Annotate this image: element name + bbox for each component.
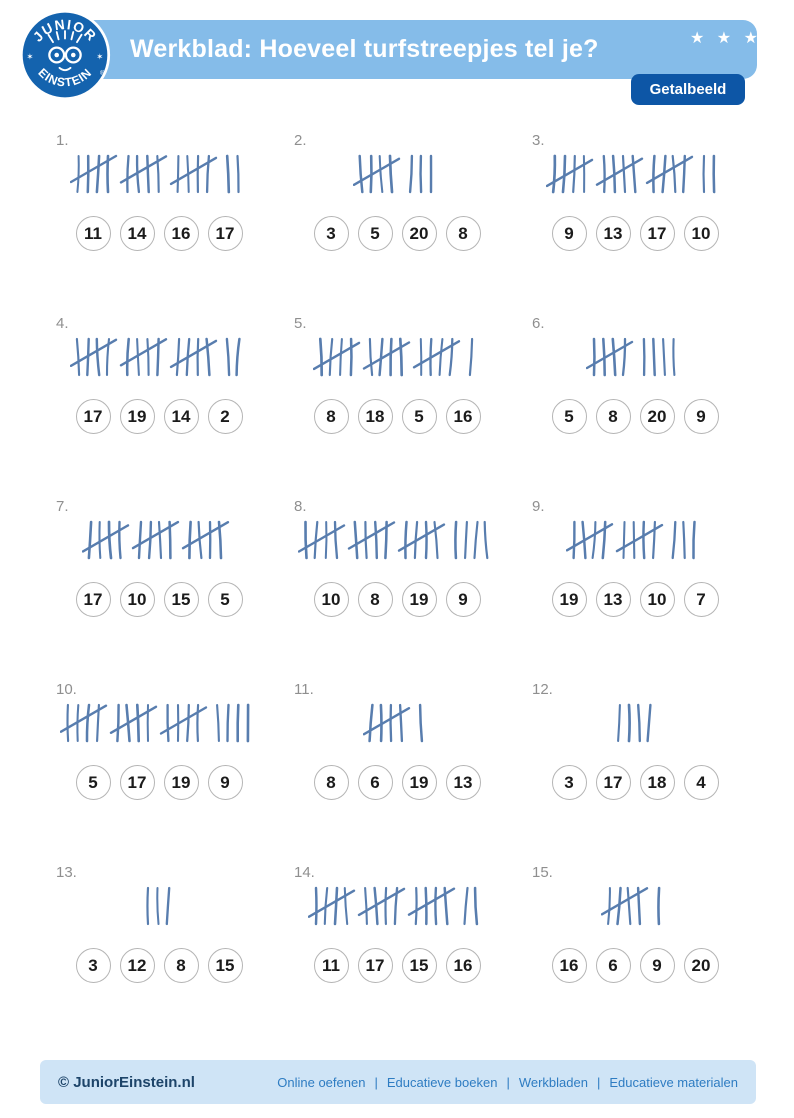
tally-marks-icon	[60, 699, 258, 747]
exercise-cell	[278, 126, 516, 309]
answer-option[interactable]: 17	[120, 765, 155, 800]
answer-option[interactable]: 18	[640, 765, 675, 800]
exercise-cell	[278, 492, 516, 675]
answer-option[interactable]: 19	[120, 399, 155, 434]
tally-marks-icon	[546, 150, 724, 198]
answer-option[interactable]: 10	[640, 582, 675, 617]
exercise-number: 7.	[56, 498, 69, 515]
exercise-number: 14.	[294, 864, 315, 881]
footer-links	[277, 1075, 738, 1090]
tally-marks-icon	[353, 150, 441, 198]
answer-option[interactable]: 16	[446, 399, 481, 434]
answer-option[interactable]: 5	[358, 216, 393, 251]
answer-options	[516, 582, 754, 617]
logo-text-top: JUNIOR	[30, 16, 100, 45]
answer-option[interactable]: 20	[684, 948, 719, 983]
link-separator: |	[506, 1074, 510, 1090]
answer-option[interactable]: 9	[208, 765, 243, 800]
exercise-number: 9.	[532, 498, 545, 515]
link-separator: |	[596, 1074, 601, 1090]
tally-box	[40, 151, 278, 197]
tally-marks-icon	[313, 333, 481, 381]
answer-options	[278, 216, 516, 251]
difficulty-stars-icon: ★ ★ ★	[690, 30, 762, 47]
exercise-cell	[40, 309, 278, 492]
answer-option[interactable]: 8	[314, 399, 349, 434]
footer-link[interactable]: Online oefenen	[277, 1074, 366, 1090]
answer-options	[516, 399, 754, 434]
tally-box	[278, 151, 516, 197]
tally-marks-icon	[82, 516, 236, 564]
answer-option[interactable]: 19	[164, 765, 199, 800]
tally-marks-icon	[140, 882, 178, 930]
answer-option[interactable]: 9	[640, 948, 675, 983]
answer-option[interactable]: 17	[76, 399, 111, 434]
answer-options	[516, 216, 754, 251]
answer-option[interactable]: 19	[402, 582, 437, 617]
answer-option[interactable]: 11	[76, 216, 111, 251]
tally-marks-icon	[70, 333, 248, 381]
exercise-cell	[516, 858, 754, 1041]
exercise-number: 6.	[532, 315, 545, 332]
tally-box	[516, 517, 754, 563]
answer-option[interactable]: 6	[596, 948, 631, 983]
answer-option[interactable]: 10	[314, 582, 349, 617]
answer-option[interactable]: 18	[358, 399, 393, 434]
answer-option[interactable]: 9	[684, 399, 719, 434]
exercise-cell	[278, 858, 516, 1041]
answer-option[interactable]: 11	[314, 948, 349, 983]
tally-box	[40, 334, 278, 380]
link-separator: |	[374, 1074, 378, 1090]
tally-box	[40, 700, 278, 746]
tally-box	[278, 883, 516, 929]
exercise-cell	[516, 126, 754, 309]
answer-option[interactable]: 13	[446, 765, 481, 800]
logo-star-left-icon: ✶	[26, 52, 34, 62]
exercise-cell	[278, 675, 516, 858]
footer-link[interactable]: Educatieve materialen	[609, 1074, 738, 1090]
answer-option[interactable]: 5	[402, 399, 437, 434]
exercise-number: 1.	[56, 132, 69, 149]
answer-option[interactable]: 5	[208, 582, 243, 617]
answer-options	[40, 948, 278, 983]
exercise-cell	[40, 858, 278, 1041]
logo-text-bottom: EINSTEIN	[35, 65, 95, 90]
answer-option[interactable]: 13	[596, 216, 631, 251]
exercise-cell	[516, 675, 754, 858]
exercise-cell	[516, 309, 754, 492]
answer-option[interactable]: 10	[120, 582, 155, 617]
answer-option[interactable]: 14	[120, 216, 155, 251]
footer-link[interactable]: Educatieve boeken	[386, 1074, 498, 1090]
footer-link[interactable]: Werkbladen	[518, 1074, 588, 1090]
footer-bar	[40, 1060, 756, 1104]
answer-option[interactable]: 16	[552, 948, 587, 983]
answer-option[interactable]: 8	[314, 765, 349, 800]
answer-option[interactable]: 10	[684, 216, 719, 251]
answer-option[interactable]: 19	[552, 582, 587, 617]
answer-option[interactable]: 8	[358, 582, 393, 617]
answer-options	[516, 948, 754, 983]
exercise-cell	[40, 675, 278, 858]
answer-option[interactable]: 16	[446, 948, 481, 983]
answer-options	[40, 582, 278, 617]
answer-option[interactable]: 8	[596, 399, 631, 434]
answer-option[interactable]: 17	[640, 216, 675, 251]
answer-option[interactable]: 20	[640, 399, 675, 434]
tally-marks-icon	[586, 333, 684, 381]
tally-box	[278, 334, 516, 380]
answer-option[interactable]: 12	[120, 948, 155, 983]
tally-box	[516, 151, 754, 197]
exercise-number: 4.	[56, 315, 69, 332]
answer-options	[40, 216, 278, 251]
answer-options	[278, 399, 516, 434]
exercise-number: 8.	[294, 498, 307, 515]
answer-option[interactable]: 15	[208, 948, 243, 983]
answer-options	[278, 582, 516, 617]
answer-option[interactable]: 13	[596, 582, 631, 617]
answer-option[interactable]: 8	[446, 216, 481, 251]
tally-marks-icon	[308, 882, 486, 930]
answer-option[interactable]: 2	[208, 399, 243, 434]
exercise-number: 15.	[532, 864, 553, 881]
tally-box	[516, 334, 754, 380]
answer-option[interactable]: 6	[358, 765, 393, 800]
answer-options	[40, 399, 278, 434]
exercise-cell	[40, 126, 278, 309]
exercise-grid	[40, 126, 754, 1041]
tally-marks-icon	[70, 150, 248, 198]
exercise-cell	[278, 309, 516, 492]
answer-option[interactable]: 15	[164, 582, 199, 617]
logo-star-right-icon: ✶	[96, 52, 104, 62]
answer-option[interactable]: 5	[552, 399, 587, 434]
tally-box	[516, 700, 754, 746]
answer-option[interactable]: 3	[76, 948, 111, 983]
exercise-number: 3.	[532, 132, 545, 149]
answer-option[interactable]: 19	[402, 765, 437, 800]
answer-option[interactable]: 16	[164, 216, 199, 251]
answer-option[interactable]: 20	[402, 216, 437, 251]
tally-box	[278, 700, 516, 746]
exercise-cell	[516, 492, 754, 675]
exercise-number: 13.	[56, 864, 77, 881]
answer-option[interactable]: 15	[402, 948, 437, 983]
junior-einstein-logo-icon	[19, 9, 111, 101]
getalbeeld-badge-button[interactable]: Getalbeeld	[631, 74, 745, 105]
answer-option[interactable]: 5	[76, 765, 111, 800]
answer-option[interactable]: 3	[552, 765, 587, 800]
exercise-number: 5.	[294, 315, 307, 332]
answer-option[interactable]: 17	[208, 216, 243, 251]
registered-mark: ®	[99, 70, 105, 78]
answer-option[interactable]: 7	[684, 582, 719, 617]
exercise-number: 10.	[56, 681, 77, 698]
answer-option[interactable]: 17	[596, 765, 631, 800]
answer-option[interactable]: 9	[446, 582, 481, 617]
exercise-number: 11.	[294, 681, 314, 698]
answer-option[interactable]: 3	[314, 216, 349, 251]
answer-option[interactable]: 17	[358, 948, 393, 983]
answer-option[interactable]: 17	[76, 582, 111, 617]
answer-options	[278, 765, 516, 800]
answer-option[interactable]: 14	[164, 399, 199, 434]
tally-marks-icon	[566, 516, 704, 564]
answer-option[interactable]: 9	[552, 216, 587, 251]
answer-options	[40, 765, 278, 800]
tally-box	[40, 517, 278, 563]
tally-marks-icon	[363, 699, 431, 747]
exercise-cell	[40, 492, 278, 675]
answer-option[interactable]: 8	[164, 948, 199, 983]
page-title: Werkblad: Hoeveel turfstreepjes tel je?	[130, 35, 599, 63]
tally-box	[278, 517, 516, 563]
answer-options	[516, 765, 754, 800]
tally-marks-icon	[298, 516, 496, 564]
answer-options	[278, 948, 516, 983]
tally-marks-icon	[611, 699, 659, 747]
tally-marks-icon	[601, 882, 669, 930]
copyright-text: © JuniorEinstein.nl	[58, 1073, 195, 1091]
exercise-number: 12.	[532, 681, 553, 698]
tally-box	[516, 883, 754, 929]
answer-option[interactable]: 4	[684, 765, 719, 800]
exercise-number: 2.	[294, 132, 307, 149]
tally-box	[40, 883, 278, 929]
